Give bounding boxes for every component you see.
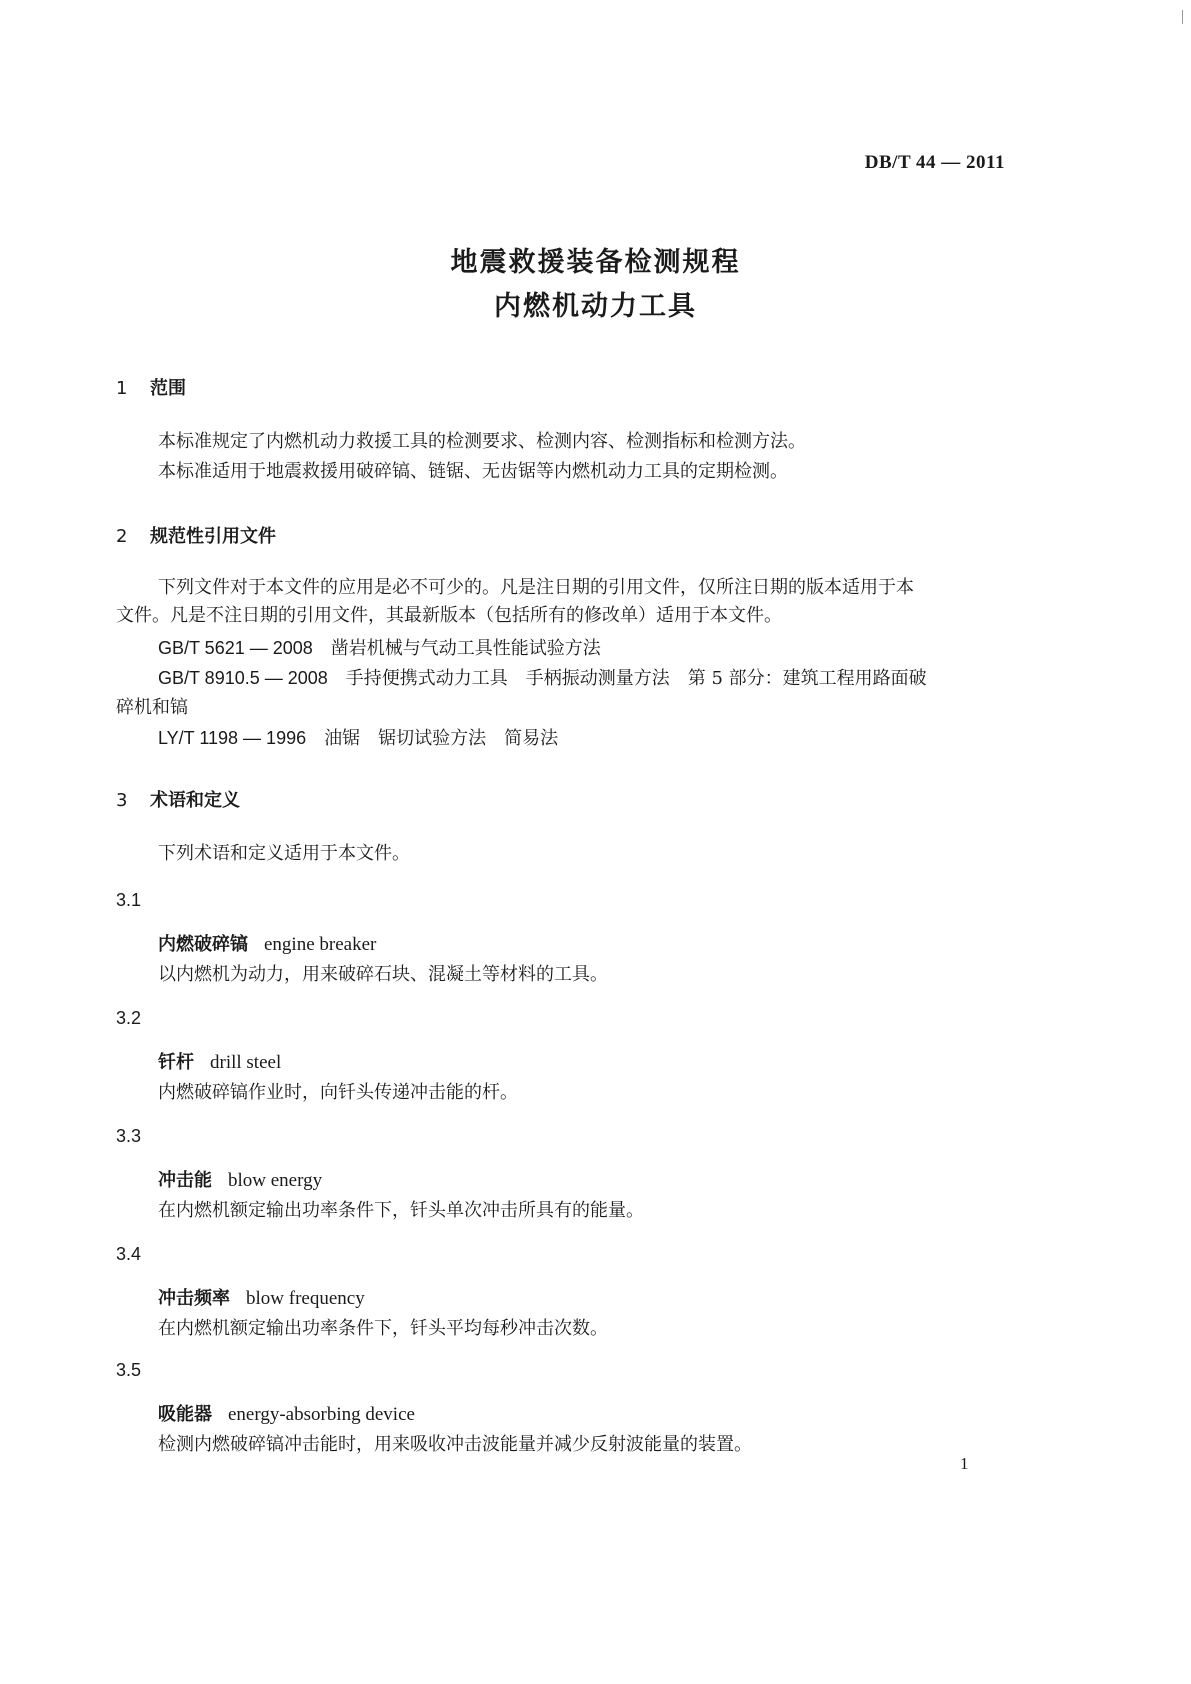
term-chinese: 吸能器 (158, 1404, 212, 1425)
section-3-title: 术语和定义 (150, 790, 240, 811)
term-english: energy-absorbing device (228, 1404, 415, 1425)
term-chinese: 内燃破碎镐 (158, 934, 248, 955)
term-english: engine breaker (264, 934, 377, 955)
section-1-number: 1 (116, 378, 128, 399)
reference-title: 凿岩机械与气动工具性能试验方法 (330, 638, 601, 659)
term-definition: 在内燃机额定输出功率条件下，钎头平均每秒冲击次数。 (158, 1318, 608, 1339)
reference-code: LY/T 1198 — 1996 (158, 728, 307, 748)
section-1-paragraph-1: 本标准规定了内燃机动力救援工具的检测要求、检测内容、检测指标和检测方法。 (158, 431, 806, 452)
reference-title-part: 简易法 (504, 728, 559, 749)
term-heading (158, 1048, 281, 1074)
reference-title-part: 锯切试验方法 (378, 728, 487, 749)
term-heading (158, 1166, 322, 1192)
term-number: 3.4 (116, 1244, 142, 1264)
title-line-2: 内燃机动力工具 (494, 291, 697, 322)
reference-title-part: 手持便携式动力工具 (345, 668, 508, 689)
term-english: blow energy (228, 1170, 323, 1191)
section-2-title: 规范性引用文件 (150, 526, 276, 547)
reference-item (158, 664, 927, 690)
reference-item (158, 634, 601, 660)
term-number: 3.1 (116, 890, 142, 910)
section-2-paragraph-line-1: 下列文件对于本文件的应用是必不可少的。凡是注日期的引用文件，仅所注日期的版本适用于本 (158, 577, 914, 598)
section-3-number: 3 (116, 790, 128, 811)
term-definition: 内燃破碎镐作业时，向钎头传递冲击能的杆。 (158, 1082, 518, 1103)
term-number: 3.5 (116, 1360, 142, 1380)
term-definition: 检测内燃破碎镐冲击能时，用来吸收冲击波能量并减少反射波能量的装置。 (158, 1434, 752, 1455)
term-heading (158, 1400, 415, 1426)
term-chinese: 钎杆 (158, 1052, 194, 1073)
section-3-intro: 下列术语和定义适用于本文件。 (158, 843, 410, 864)
term-heading (158, 930, 376, 956)
reference-code: GB/T 8910.5 — 2008 (158, 668, 328, 688)
term-english: drill steel (210, 1052, 282, 1073)
section-2-paragraph-line-2: 文件。凡是不注日期的引用文件，其最新版本（包括所有的修改单）适用于本文件。 (116, 605, 782, 626)
term-number: 3.3 (116, 1126, 142, 1146)
reference-title-continuation: 碎机和镐 (116, 697, 188, 718)
title-line-1: 地震救援装备检测规程 (450, 247, 741, 278)
section-1-paragraph-2: 本标准适用于地震救援用破碎镐、链锯、无齿锯等内燃机动力工具的定期检测。 (158, 461, 788, 482)
document-code: DB/T 44 — 2011 (864, 152, 1005, 173)
reference-item (158, 724, 558, 750)
section-1-heading (116, 374, 186, 400)
section-1-title: 范围 (150, 378, 186, 399)
section-2-heading (116, 522, 276, 548)
term-definition: 以内燃机为动力，用来破碎石块、混凝土等材料的工具。 (158, 964, 608, 985)
reference-code: GB/T 5621 — 2008 (158, 638, 313, 658)
term-english: blow frequency (246, 1288, 365, 1309)
reference-title-part: 第 5 部分：建筑工程用路面破 (687, 668, 927, 689)
term-chinese: 冲击频率 (158, 1288, 230, 1309)
page-number: 1 (960, 1454, 969, 1473)
reference-title-part: 手柄振动测量方法 (525, 668, 670, 689)
term-heading (158, 1284, 365, 1310)
term-definition: 在内燃机额定输出功率条件下，钎头单次冲击所具有的能量。 (158, 1200, 644, 1221)
term-chinese: 冲击能 (158, 1170, 212, 1191)
section-3-heading (116, 786, 240, 812)
reference-title-part: 油锯 (324, 728, 361, 749)
scan-edge-mark (1182, 10, 1183, 24)
term-number: 3.2 (116, 1008, 142, 1028)
section-2-number: 2 (116, 526, 128, 547)
